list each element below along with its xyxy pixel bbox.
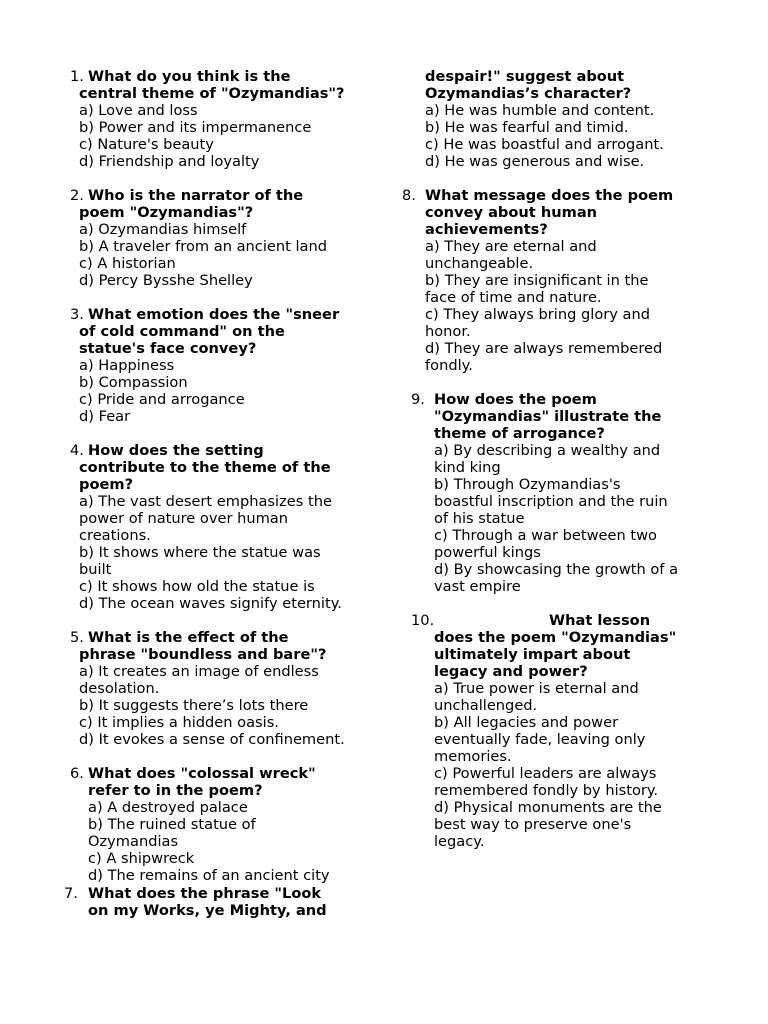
answer-option: a) Ozymandias himself [79, 221, 247, 238]
answer-option: b) It shows where the statue was [79, 544, 321, 561]
answer-option: c) Nature's beauty [79, 136, 214, 153]
question-text-line: What does "colossal wreck" [88, 765, 316, 782]
question-text-line: Ozymandias’s character? [425, 85, 632, 102]
answer-option: b) Through Ozymandias's [434, 476, 621, 493]
answer-option: a) It creates an image of endless [79, 663, 319, 680]
answer-option: face of time and nature. [425, 289, 602, 306]
answer-option: c) Powerful leaders are always [434, 765, 657, 782]
question-text-line: What message does the poem [425, 187, 674, 204]
answer-option: legacy. [434, 833, 485, 850]
question-number: 10. [411, 612, 435, 629]
answer-option: c) It shows how old the statue is [79, 578, 315, 595]
answer-option: c) A historian [79, 255, 176, 272]
answer-option: a) They are eternal and [425, 238, 597, 255]
question-text-line: contribute to the theme of the [79, 459, 331, 476]
question-text-line: on my Works, ye Mighty, and [88, 902, 327, 919]
answer-option: b) Power and its impermanence [79, 119, 312, 136]
answer-option: d) By showcasing the growth of a [434, 561, 679, 578]
answer-option: a) By describing a wealthy and [434, 442, 661, 459]
question-text-line: Who is the narrator of the [88, 187, 304, 204]
question-text-line: phrase "boundless and bare"? [79, 646, 327, 663]
question-text-line: convey about human [425, 204, 598, 221]
answer-option: c) A shipwreck [88, 850, 195, 867]
answer-option: desolation. [79, 680, 160, 697]
question-text-line: refer to in the poem? [88, 782, 263, 799]
question-number: 9. [411, 391, 425, 408]
answer-option: b) The ruined statue of [88, 816, 256, 833]
question-number: 5. [70, 629, 84, 646]
answer-option: c) Through a war between two [434, 527, 657, 544]
answer-option: fondly. [425, 357, 473, 374]
answer-option: Ozymandias [88, 833, 179, 850]
answer-option: d) Physical monuments are the [434, 799, 662, 816]
question-text-line: What emotion does the "sneer [88, 306, 340, 323]
answer-option: c) It implies a hidden oasis. [79, 714, 279, 731]
answer-option: of his statue [434, 510, 525, 527]
question-number: 3. [70, 306, 84, 323]
answer-option: a) Love and loss [79, 102, 198, 119]
answer-option: c) They always bring glory and [425, 306, 650, 323]
answer-option: power of nature over human [79, 510, 289, 527]
question-number: 7. [64, 885, 78, 902]
answer-option: kind king [434, 459, 501, 476]
answer-option: built [79, 561, 112, 578]
answer-option: d) It evokes a sense of confinement. [79, 731, 345, 748]
answer-option: b) Compassion [79, 374, 188, 391]
answer-option: b) He was fearful and timid. [425, 119, 629, 136]
answer-option: a) True power is eternal and [434, 680, 639, 697]
answer-option: remembered fondly by history. [434, 782, 659, 799]
answer-option: best way to preserve one's [434, 816, 632, 833]
answer-option: c) Pride and arrogance [79, 391, 245, 408]
answer-option: b) A traveler from an ancient land [79, 238, 327, 255]
question-text-line: central theme of "Ozymandias"? [79, 85, 345, 102]
answer-option: d) He was generous and wise. [425, 153, 645, 170]
question-text-line: achievements? [425, 221, 548, 238]
answer-option: d) They are always remembered [425, 340, 663, 357]
answer-option: b) All legacies and power [434, 714, 619, 731]
question-text-line: does the poem "Ozymandias" [434, 629, 677, 646]
answer-option: d) Fear [79, 408, 131, 425]
question-number: 4. [70, 442, 84, 459]
question-text-line: poem? [79, 476, 134, 493]
question-text-line: of cold command" on the [79, 323, 285, 340]
answer-option: c) He was boastful and arrogant. [425, 136, 664, 153]
question-text-line: statue's face convey? [79, 340, 257, 357]
answer-option: unchangeable. [425, 255, 534, 272]
answer-option: creations. [79, 527, 151, 544]
question-text-line: theme of arrogance? [434, 425, 605, 442]
question-text-line: What does the phrase "Look [88, 885, 322, 902]
answer-option: d) The ocean waves signify eternity. [79, 595, 342, 612]
answer-option: b) They are insignificant in the [425, 272, 649, 289]
answer-option: a) He was humble and content. [425, 102, 655, 119]
answer-option: a) Happiness [79, 357, 175, 374]
question-text-line: despair!" suggest about [425, 68, 625, 85]
answer-option: d) Friendship and loyalty [79, 153, 260, 170]
question-text-line: poem "Ozymandias"? [79, 204, 254, 221]
question-number: 8. [402, 187, 416, 204]
answer-option: powerful kings [434, 544, 541, 561]
question-text-line: legacy and power? [434, 663, 588, 680]
question-number: 2. [70, 187, 84, 204]
answer-option: unchallenged. [434, 697, 538, 714]
answer-option: boastful inscription and the ruin [434, 493, 668, 510]
answer-option: d) Percy Bysshe Shelley [79, 272, 253, 289]
question-text-line: What do you think is the [88, 68, 291, 85]
question-text-line: How does the poem [434, 391, 597, 408]
answer-option: honor. [425, 323, 471, 340]
question-number: 6. [70, 765, 84, 782]
question-text-line: "Ozymandias" illustrate the [434, 408, 662, 425]
question-number: 1. [70, 68, 84, 85]
answer-option: memories. [434, 748, 512, 765]
question-text-line: How does the setting [88, 442, 264, 459]
question-text-line: What is the effect of the [88, 629, 289, 646]
answer-option: a) The vast desert emphasizes the [79, 493, 332, 510]
answer-option: b) It suggests there’s lots there [79, 697, 309, 714]
question-text-line: ultimately impart about [434, 646, 631, 663]
answer-option: vast empire [434, 578, 521, 595]
answer-option: a) A destroyed palace [88, 799, 248, 816]
question-text-line: What lesson [549, 612, 651, 629]
answer-option: d) The remains of an ancient city [88, 867, 330, 884]
answer-option: eventually fade, leaving only [434, 731, 646, 748]
